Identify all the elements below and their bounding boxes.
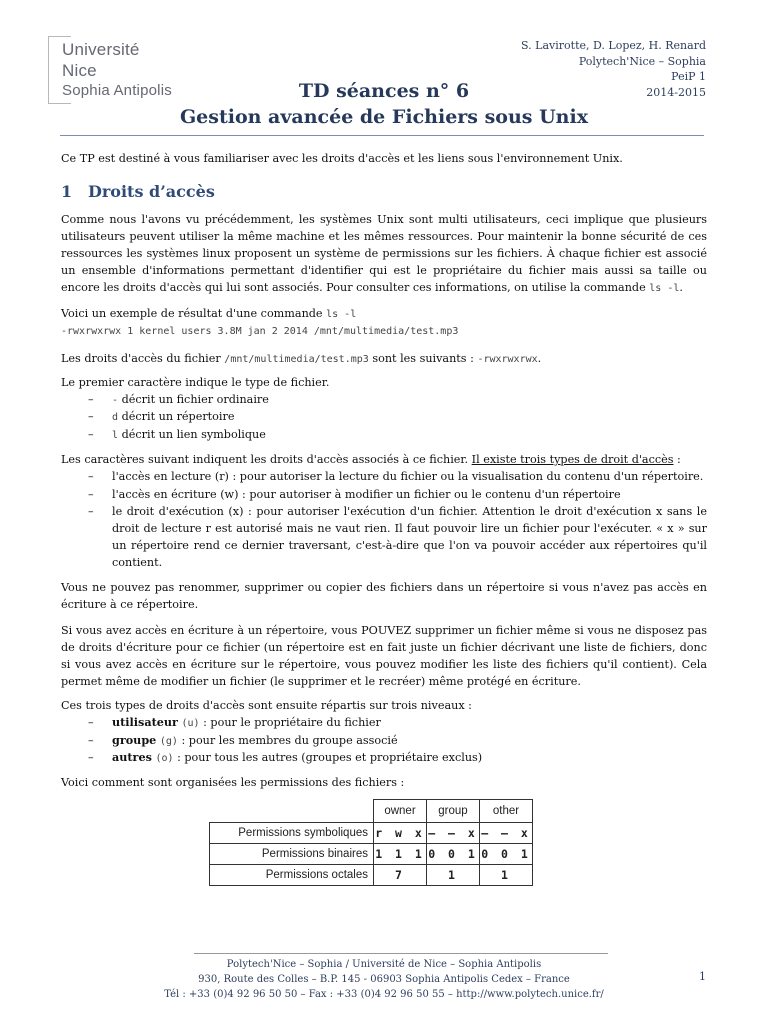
level-name: groupe (112, 733, 157, 747)
next-chars-underlined: Il existe trois types de droit d'accès (471, 453, 674, 466)
access-exec: le droit d'exécution (x) : pour autoriser l'exécution d'un fichier. Attention le droit d'exécution x sans le droit de lecture r est autorisé mais ne vaut rien. Il faut pouvoir lire un fichier pour l'exécuter. « x » sur un répertoire rend ce dernier traversant, c'est-à-dire que l'on va pouvoir accéder aux répertoires qu'il contient. (112, 505, 707, 569)
list-item: – d décrit un répertoire (88, 410, 235, 423)
page-number: 1 (699, 970, 706, 983)
footer-line-1: Polytech'Nice – Sophia / Université de Nice – Sophia Antipolis (226, 959, 542, 970)
list-item: – autres (o) : pour tous les autres (groupes et propriétaire exclus) (88, 750, 483, 764)
table-corner (210, 800, 374, 823)
permissions-table (209, 799, 533, 886)
paragraph-text: Comme nous l'avons vu précédemment, les systèmes Unix sont multi utilisateurs, ceci implique que plusieurs utilisateurs peuvent utiliser la même machine et les mêmes ressources. Pour maintenir la bonne sécurité de ces ressources les systèmes linux proposent un système de permissions sur les fichiers. À chaque fichier est associé un ensemble d'informations permettant d'identifier qui est le propriétaire du fichier mais aussi sa taille ou encore les droits d'accès qui lui sont associés. Pour consulter ces informations, on utilise la commande (61, 213, 707, 294)
level-code: (u) (181, 718, 200, 729)
type-code: d (112, 412, 119, 423)
level-code: (g) (159, 736, 178, 747)
col-other: other (480, 800, 533, 823)
col-group: group (427, 800, 480, 823)
logo-line-3: Sophia Antipolis (62, 82, 172, 99)
footer-line-2: 930, Route des Colles – B.P. 145 - 06903 Sophia Antipolis Cedex – France (198, 974, 570, 985)
type-text: décrit un lien symbolique (121, 428, 266, 441)
paragraph-permissions: Comme nous l'avons vu précédemment, les systèmes Unix sont multi utilisateurs, ceci implique que plusieurs utilisateurs peuvent utiliser la même machine et les mêmes ressources. Pour maintenir la bonne sécurité de ces ressources les systèmes linux proposent un système de permissions sur les fichiers. À chaque fichier est associé un ensemble d'informations permettant d'identifier qui est le propriétaire du fichier mais aussi sa taille ou encore les droits d'accès qui lui sont associés. Pour consulter ces informations, on utilise la commande ls -l. (61, 213, 707, 294)
type-code: l (112, 430, 119, 441)
page-title: TD séances n° 6 (298, 80, 470, 102)
example-intro-text: Voici un exemple de résultat d'une commande (61, 307, 323, 320)
level-name: autres (112, 750, 152, 764)
section-heading (61, 182, 215, 201)
example-command: ls -l (326, 309, 357, 320)
table-intro: Voici comment sont organisées les permissions des fichiers : (61, 776, 405, 789)
rights-path: /mnt/multimedia/test.mp3 (224, 354, 369, 365)
year: 2014-2015 (646, 85, 706, 99)
first-char-text: Le premier caractère indique le type de fichier. (61, 376, 330, 389)
page-subtitle: Gestion avancée de Fichiers sous Unix (179, 106, 589, 128)
level: PeiP 1 (671, 70, 706, 83)
level-text: : pour tous les autres (groupes et propriétaire exclus) (177, 751, 483, 764)
list-item: – l décrit un lien symbolique (88, 428, 266, 441)
row-label: Permissions octales (210, 865, 374, 886)
rights-line: Les droits d'accès du fichier /mnt/multimedia/test.mp3 sont les suivants : -rwxrwxrwx. (61, 352, 542, 365)
table-cell: 7 (374, 865, 427, 886)
list-item: – (88, 470, 94, 483)
example-intro (61, 305, 707, 323)
level-text: : pour les membres du groupe associé (181, 734, 398, 747)
list-item: – utilisateur (u) : pour le propriétaire du fichier (88, 715, 381, 729)
table-cell: – – x (480, 823, 533, 844)
logo-line-2: Nice (62, 61, 97, 80)
section-title: Droits d’accès (88, 182, 215, 201)
table-cell: r w x (374, 823, 427, 844)
next-chars: Les caractères suivant indiquent les droits d'accès associés à ce fichier. Il existe trois types de droit d'accès : (61, 453, 681, 466)
table-cell: 0 0 1 (480, 844, 533, 865)
table-cell: 1 1 1 (374, 844, 427, 865)
rights-value: -rwxrwxrwx (477, 354, 538, 365)
list-item: – - décrit un fichier ordinaire (88, 393, 269, 406)
access-read: l'accès en lecture (r) : pour autoriser la lecture du fichier ou la visualisation du contenu d'un répertoire. (112, 470, 704, 483)
school: Polytech'Nice – Sophia (578, 54, 706, 68)
table-row (210, 823, 533, 844)
table-cell: 1 (427, 865, 480, 886)
level-code: (o) (155, 753, 174, 764)
authors: S. Lavirotte, D. Lopez, H. Renard (521, 39, 706, 52)
table-cell: – – x (427, 823, 480, 844)
paragraph-write: Si vous avez accès en écriture à un répertoire, vous POUVEZ supprimer un fichier même si vous ne disposez pas de droits d'écriture pour ce fichier (un répertoire est en fait juste un fichier décrivant une liste de fichiers, donc si vous avez accès en écriture sur le répertoire, vous pouvez modifier les liste des fichiers qu'il contient). Cela permet même de modifier un fichier (le supprimer et le recréer) même protégé en écriture. (61, 624, 707, 688)
inline-command: ls -l (649, 283, 680, 294)
list-item: – groupe (g) : pour les membres du groupe associé (88, 733, 398, 747)
table-row (210, 865, 533, 886)
level-name: utilisateur (112, 715, 178, 729)
header-rule (60, 135, 704, 136)
type-code: - (112, 395, 119, 406)
section-number: 1 (61, 182, 73, 201)
row-label: Permissions symboliques (210, 823, 374, 844)
table-cell: 0 0 1 (427, 844, 480, 865)
table-row (210, 844, 533, 865)
next-chars-text: Les caractères suivant indiquent les droits d'accès associés à ce fichier. (61, 453, 469, 466)
col-owner: owner (374, 800, 427, 823)
rights-mid: sont les suivants : (372, 352, 474, 365)
type-text: décrit un fichier ordinaire (121, 393, 269, 406)
footer-rule (194, 953, 608, 954)
list-item: – (88, 488, 94, 501)
logo-line-1: Université (62, 40, 140, 59)
levels-intro: Ces trois types de droits d'accès sont ensuite répartis sur trois niveaux : (61, 699, 472, 712)
paragraph-rename: Vous ne pouvez pas renommer, supprimer ou copier des fichiers dans un répertoire si vous n'avez pas accès en écriture à ce répertoire. (61, 581, 707, 611)
footer-line-3: Tél : +33 (0)4 92 96 50 50 – Fax : +33 (0)4 92 96 50 55 – http://www.polytech.unice.fr/ (164, 989, 604, 1000)
rights-prefix: Les droits d'accès du fichier (61, 352, 221, 365)
example-output: -rwxrwxrwx 1 kernel users 3.8M jan 2 2014 /mnt/multimedia/test.mp3 (61, 326, 459, 337)
intro-text: Ce TP est destiné à vous familiariser avec les droits d'accès et les liens sous l'environnement Unix. (61, 152, 623, 165)
level-text: : pour le propriétaire du fichier (203, 716, 381, 729)
access-write: l'accès en écriture (w) : pour autoriser à modifier un fichier ou le contenu d'un répertoire (112, 488, 621, 501)
row-label: Permissions binaires (210, 844, 374, 865)
table-header-row (210, 800, 533, 823)
table-cell: 1 (480, 865, 533, 886)
list-item: – (88, 505, 94, 518)
type-text: décrit un répertoire (121, 410, 235, 423)
